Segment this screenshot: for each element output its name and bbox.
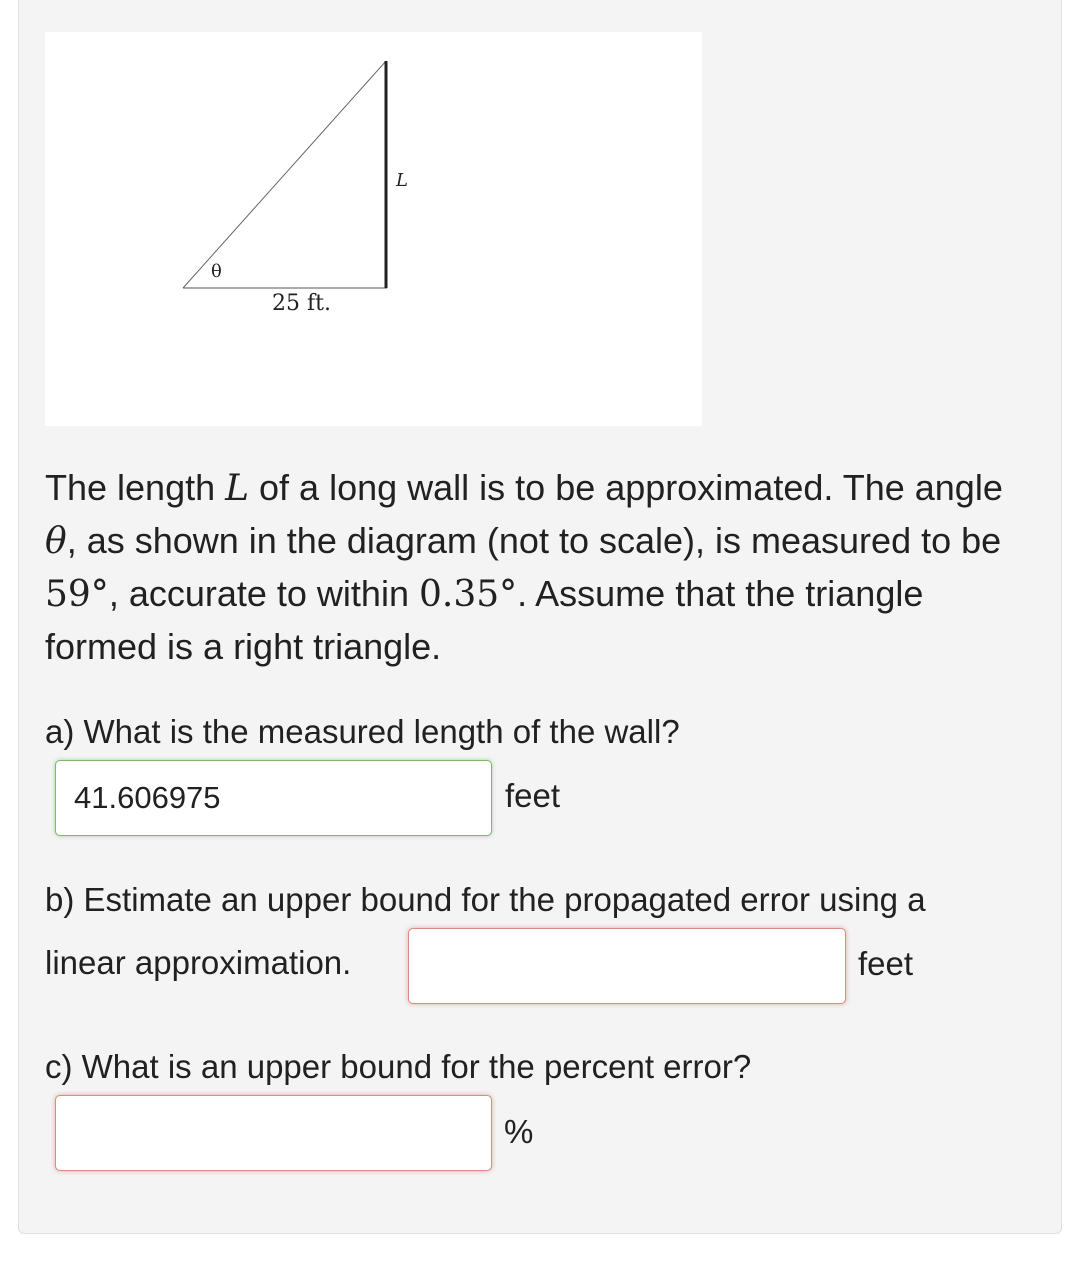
- base-length-label: 25 ft.: [272, 291, 331, 316]
- angle-value: 59°: [45, 574, 109, 615]
- answer-b-input[interactable]: [408, 928, 846, 1004]
- accuracy-value: 0.35°: [418, 574, 518, 615]
- question-c-text: c) What is an upper bound for the percent error?: [45, 1048, 752, 1085]
- question-b-text-line1: b) Estimate an upper bound for the propagated error using a: [45, 881, 926, 918]
- answer-c-unit: %: [504, 1113, 534, 1150]
- problem-statement: The length L of a long wall is to be approximated. The angle θ, as shown in the diagram (not to scale), is measured to be 59°, accurate to within 0.35°. Assume that the triangle formed is a right triangle.: [45, 467, 1003, 667]
- answer-a-unit: feet: [505, 777, 561, 814]
- triangle-svg: [45, 32, 702, 426]
- triangle-diagram: [45, 32, 702, 426]
- wall-length-label: L: [396, 170, 408, 191]
- angle-label: θ: [211, 261, 222, 282]
- answer-c-input[interactable]: [55, 1095, 492, 1171]
- variable-L: L: [225, 468, 250, 509]
- question-b-text-line2: linear approximation.: [45, 944, 352, 981]
- answer-b-unit: feet: [858, 945, 914, 982]
- variable-theta: θ: [45, 521, 67, 562]
- question-a-text: a) What is the measured length of the wall?: [45, 713, 680, 750]
- triangle-hypotenuse: [183, 61, 386, 288]
- answer-a-input[interactable]: [55, 760, 492, 836]
